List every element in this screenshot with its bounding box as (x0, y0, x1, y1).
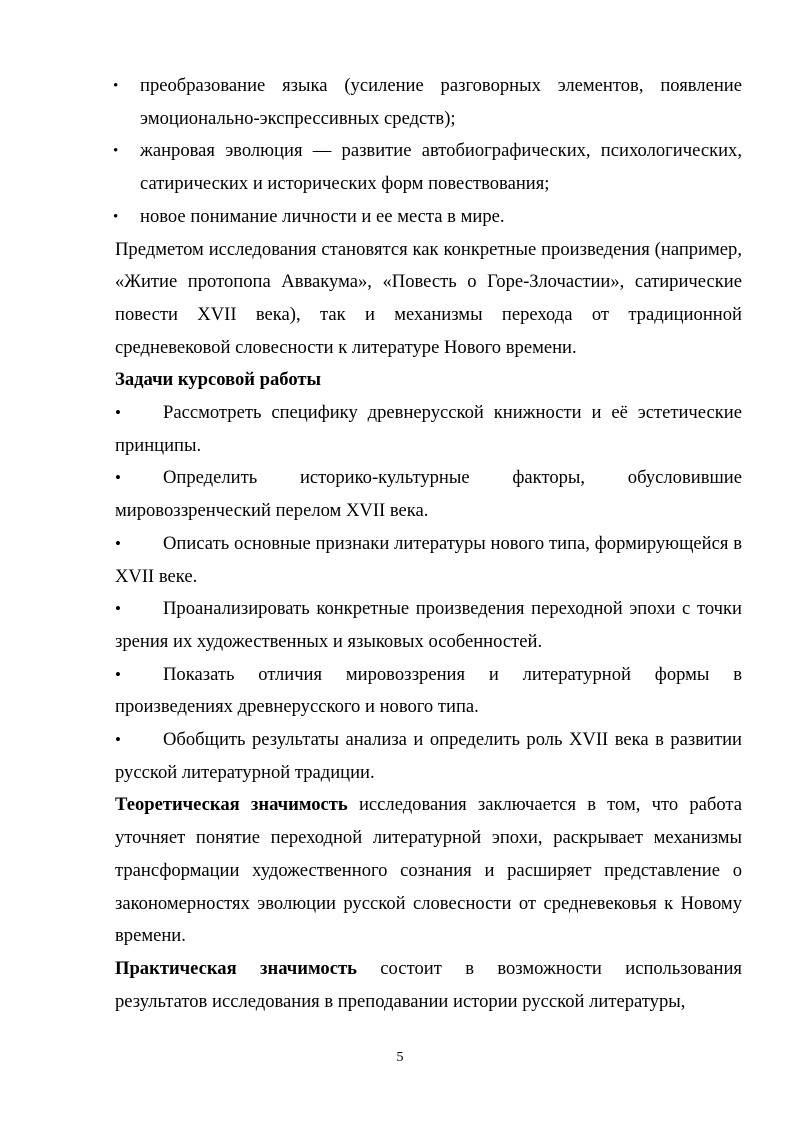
bullet: • (113, 78, 119, 94)
task-item: • Определить историко-культурные факторы, обусловившие мировоззренческий перелом XVII века. (115, 462, 742, 527)
task-item: • Рассмотреть специфику древнерусской книжности и её эстетические принципы. (115, 397, 742, 462)
bullet: • (113, 208, 119, 225)
task-item: • Показать отличия мировоззрения и литературной формы в произведениях древнерусского и нового типа. (115, 659, 742, 724)
list-item: • жанровая эволюция — развитие автобиографических, психологических, сатирических и исторических форм повествования; (115, 135, 742, 200)
list-item: • новое понимание личности и ее места в мире. (115, 201, 742, 234)
task-item: • Проанализировать конкретные произведения переходной эпохи с точки зрения их художественных и языковых особенностей. (115, 593, 742, 658)
bullet: • (115, 403, 121, 423)
list-item: • преобразование языка (усиление разговорных элементов, появление эмоционально-экспрессивных средств); (115, 70, 742, 135)
theoretical-significance-paragraph: Теоретическая значимость исследования заключается в том, что работа уточняет понятие переходной литературной эпохи, раскрывает механизмы трансформации художественного сознания и расширяет представление о закономерностях эволюции русской словесности от средневековья к Новому времени. (115, 794, 742, 947)
theoretical-significance-label: Теоретическая значимость (115, 794, 348, 816)
tasks-list (115, 397, 742, 789)
bullet: • (115, 468, 121, 488)
bullet: • (115, 664, 121, 684)
bullet: • (115, 599, 121, 619)
page-content (115, 70, 742, 1018)
bullet: • (115, 730, 121, 750)
practical-significance-label: Практическая значимость (115, 957, 357, 979)
practical-significance-paragraph: Практическая значимость состоит в возможности использования результатов исследования в преподавании истории русской литературы, (115, 957, 742, 1012)
tasks-heading: Задачи курсовой работы (115, 369, 322, 391)
subject-paragraph: Предметом исследования становятся как конкретные произведения (например, «Житие протопопа Аввакума», «Повесть о Горе-Злочастии», сатирические повести XVII века), так и механизмы перехода от традиционной средневековой словесности к литературе Нового времени. (115, 238, 742, 358)
bullet: • (113, 143, 119, 160)
features-list (115, 70, 742, 234)
bullet: • (115, 533, 121, 553)
task-item: • Обобщить результаты анализа и определить роль XVII века в развитии русской литературной традиции. (115, 724, 742, 789)
task-item: • Описать основные признаки литературы нового типа, формирующейся в XVII веке. (115, 528, 742, 593)
page-number: 5 (396, 1050, 404, 1065)
